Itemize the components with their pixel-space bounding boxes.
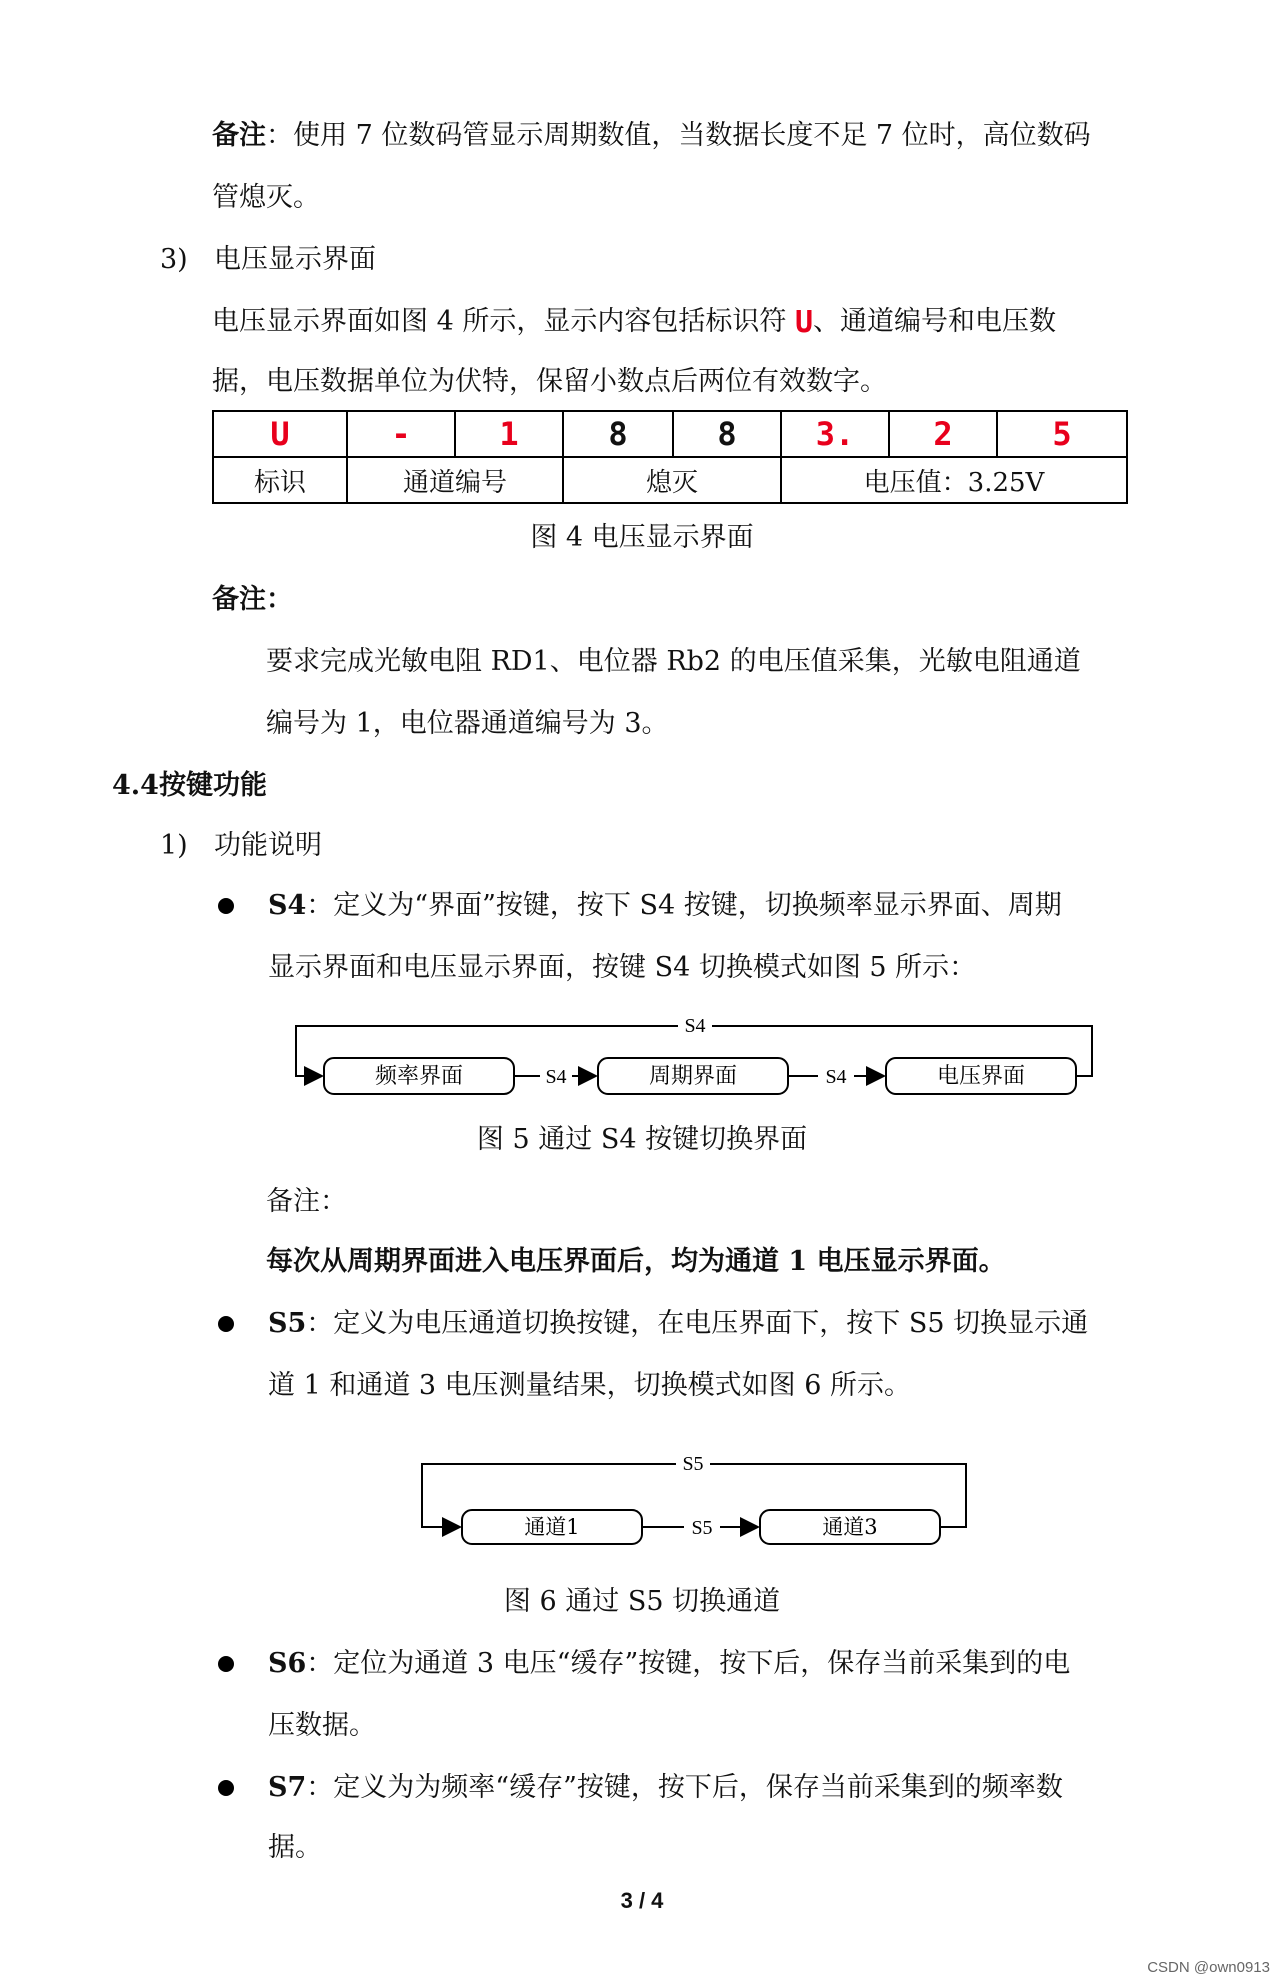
para-line1 xyxy=(212,304,1056,341)
note1-label: 备注 xyxy=(212,120,266,151)
s6-line1 xyxy=(268,1646,1070,1682)
page-number: 3 / 4 xyxy=(620,1888,664,1913)
sub1-title: 功能说明 xyxy=(214,830,322,861)
note1-line2: 管熄灭。 xyxy=(212,182,320,213)
digit-8: 5 xyxy=(997,411,1127,457)
note3-text: 每次从周期界面进入电压界面后，均为通道 1 电压显示界面。 xyxy=(266,1246,1006,1277)
s7-text-l1: ：定义为为频率“缓存”按键，按下后，保存当前采集到的频率数 xyxy=(306,1772,1063,1803)
s4-line2: 显示界面和电压显示界面，按键 S4 切换模式如图 5 所示： xyxy=(268,952,977,983)
s4-key: S4 xyxy=(268,890,307,921)
fig4-caption: 图 4 电压显示界面 xyxy=(530,522,754,553)
fig5-arrow-label-1: S4 xyxy=(545,1066,567,1088)
note1-line1 xyxy=(212,118,1091,154)
fig5-loop-label: S4 xyxy=(684,1015,706,1037)
s4-text-l1: ：定义为“界面”按键，按下 S4 按键，切换频率显示界面、周期 xyxy=(306,890,1062,921)
digit-7: 2 xyxy=(889,411,997,457)
sub1-num: 1) xyxy=(160,830,188,861)
para-line2: 据，电压数据单位为伏特，保留小数点后两位有效数字。 xyxy=(212,366,887,397)
s4-line1 xyxy=(268,888,1062,924)
fig6-diagram xyxy=(0,1442,1284,1552)
section3-num: 3) xyxy=(160,244,188,275)
s5-text-l1: ：定义为电压通道切换按键，在电压界面下，按下 S5 切换显示通 xyxy=(306,1308,1089,1339)
u-symbol-icon: U xyxy=(794,305,813,340)
bullet-icon xyxy=(218,898,234,914)
digit-3: 1 xyxy=(455,411,563,457)
fig5-box-voltage-label: 电压界面 xyxy=(936,1064,1026,1089)
label-channel: 通道编号 xyxy=(347,457,563,503)
note1-text-l1: ：使用 7 位数码管显示周期数值，当数据长度不足 7 位时，高位数码 xyxy=(266,120,1091,151)
note2-label: 备注： xyxy=(212,584,293,615)
digit-4: 8 xyxy=(563,411,673,457)
fig6-box-channel3-label: 通道3 xyxy=(822,1515,878,1539)
s7-line2: 据。 xyxy=(268,1832,322,1863)
s6-text-l1: ：定位为通道 3 电压“缓存”按键，按下后，保存当前采集到的电 xyxy=(306,1648,1071,1679)
s7-line1 xyxy=(268,1770,1063,1806)
digit-5: 8 xyxy=(673,411,781,457)
digit-2: - xyxy=(347,411,455,457)
fig5-diagram xyxy=(0,1010,1284,1130)
digit-1: U xyxy=(213,411,347,457)
fig5-box-period-label: 周期界面 xyxy=(648,1064,738,1089)
fig5-box-frequency-label: 频率界面 xyxy=(374,1064,464,1089)
s5-key: S5 xyxy=(268,1308,307,1339)
watermark: CSDN @own0913 xyxy=(1147,1959,1270,1976)
bullet-icon xyxy=(218,1656,234,1672)
bullet-icon xyxy=(218,1316,234,1332)
note2-line2: 编号为 1，电位器通道编号为 3。 xyxy=(266,708,669,739)
fig6-arrow-label: S5 xyxy=(691,1517,713,1539)
bullet-icon xyxy=(218,1780,234,1796)
section3-title: 电压显示界面 xyxy=(214,244,376,275)
note3-label: 备注： xyxy=(266,1186,347,1217)
s6-key: S6 xyxy=(268,1648,307,1679)
note2-line1: 要求完成光敏电阻 RD1、电位器 Rb2 的电压值采集，光敏电阻通道 xyxy=(266,646,1081,677)
section44-title: 4.4按键功能 xyxy=(112,770,267,801)
s7-key: S7 xyxy=(268,1772,307,1803)
label-id: 标识 xyxy=(213,457,347,503)
s5-line1 xyxy=(268,1306,1088,1342)
fig6-loop-label: S5 xyxy=(682,1453,704,1475)
fig6-caption: 图 6 通过 S5 切换通道 xyxy=(503,1586,781,1617)
fig5-arrow-label-2: S4 xyxy=(825,1066,847,1088)
voltage-display-table xyxy=(212,410,1128,504)
fig6-box-channel1-label: 通道1 xyxy=(524,1515,580,1539)
s6-line2: 压数据。 xyxy=(268,1710,376,1741)
label-off: 熄灭 xyxy=(563,457,781,503)
digit-6: 3. xyxy=(781,411,889,457)
s5-line2: 道 1 和通道 3 电压测量结果，切换模式如图 6 所示。 xyxy=(268,1370,912,1401)
label-voltage: 电压值：3.25V xyxy=(781,457,1127,503)
para-l1-post: 、通道编号和电压数 xyxy=(813,306,1056,337)
fig5-caption: 图 5 通过 S4 按键切换界面 xyxy=(476,1124,808,1155)
para-l1-pre: 电压显示界面如图 4 所示，显示内容包括标识符 xyxy=(212,306,795,337)
